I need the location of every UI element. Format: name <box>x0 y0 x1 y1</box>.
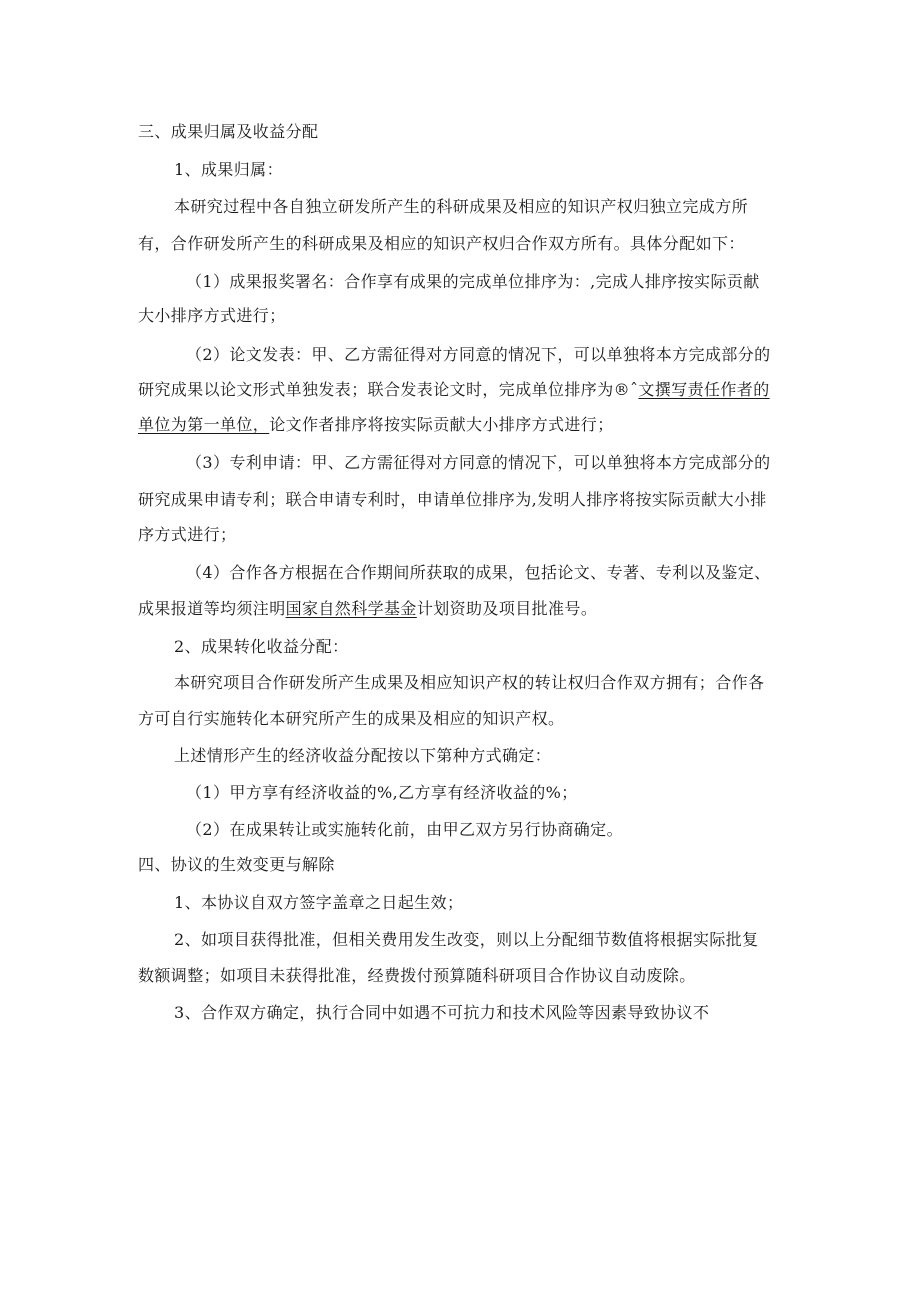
list-item-line: 序方式进行； <box>138 525 237 544</box>
underlined-text: 国家自然科学基金 <box>285 599 417 618</box>
subsection-heading: 1、成果归属： <box>174 160 283 179</box>
section-heading: 四、协议的生效变更与解除 <box>138 855 335 874</box>
section-heading: 三、成果归属及收益分配 <box>138 122 319 141</box>
paragraph-line: 本研究项目合作研发所产生成果及相应知识产权的转让权归合作双方拥有；合作各 <box>174 673 765 692</box>
paragraph-line: 有，合作研发所产生的科研成果及相应的知识产权归合作双方所有。具体分配如下： <box>138 234 745 253</box>
subsection-heading: 2、成果转化收益分配： <box>174 637 349 656</box>
option-line: （1）甲方享有经济收益的%,乙方享有经济收益的%； <box>186 783 578 802</box>
list-item-text: 成果报道等均须注明 <box>138 599 286 618</box>
clause-line: 3、合作双方确定，执行合同中如遇不可抗力和技术风险等因素导致协议不 <box>174 1003 710 1022</box>
list-item-line: （4）合作各方根据在合作期间所获取的成果，包括论文、专著、专利以及鉴定、 <box>186 563 771 582</box>
underlined-text: 单位为第一单位， <box>138 415 270 434</box>
underlined-text: 文撰写责任作者的 <box>638 380 770 399</box>
clause-line: 2、如项目获得批准，但相关费用发生改变，则以上分配细节数值将根据实际批复 <box>174 930 759 949</box>
list-item-line: （1）成果报奖署名：合作享有成果的完成单位排序为：,完成人排序按实际贡献 <box>186 272 760 291</box>
paragraph-line: 本研究过程中各自独立研发所产生的科研成果及相应的知识产权归独立完成方所 <box>174 197 749 216</box>
clause-line: 1、本协议自双方签字盖章之日起生效； <box>174 893 464 912</box>
list-item-line <box>138 380 770 400</box>
list-item-line <box>138 599 597 619</box>
list-item-line: （2）论文发表：甲、乙方需征得对方同意的情况下，可以单独将本方完成部分的 <box>186 345 771 364</box>
list-item-line: 大小排序方式进行； <box>138 306 286 325</box>
option-line: （2）在成果转让或实施转化前，由甲乙双方另行协商确定。 <box>186 820 623 839</box>
paragraph-line: 方可自行实施转化本研究所产生的成果及相应的知识产权。 <box>138 709 565 728</box>
list-item-line <box>138 415 614 435</box>
paragraph-line: 上述情形产生的经济收益分配按以下第种方式确定： <box>174 746 552 765</box>
list-item-text: 研究成果以论文形式单独发表；联合发表论文时，完成单位排序为®ˆ <box>138 380 639 399</box>
list-item-line: （3）专利申请：甲、乙方需征得对方同意的情况下，可以单独将本方完成部分的 <box>186 453 771 472</box>
list-item-line: 研究成果申请专利；联合申请专利时，申请单位排序为,发明人排序将按实际贡献大小排 <box>138 490 767 509</box>
list-item-text: 计划资助及项目批准号。 <box>416 599 598 618</box>
clause-line: 数额调整；如项目未获得批准，经费拨付预算随科研项目合作协议自动废除。 <box>138 966 696 985</box>
list-item-text: 论文作者排序将按实际贡献大小排序方式进行； <box>269 415 614 434</box>
